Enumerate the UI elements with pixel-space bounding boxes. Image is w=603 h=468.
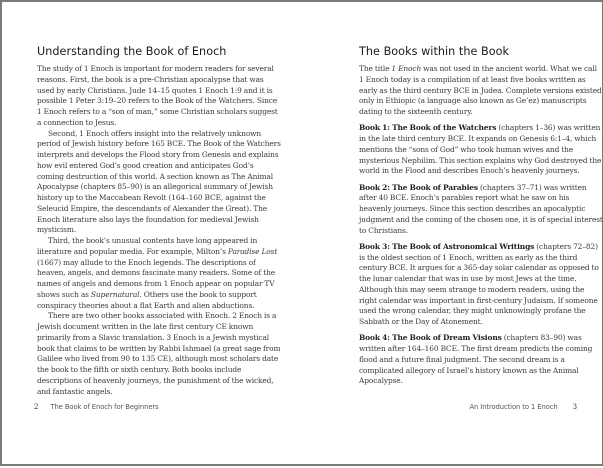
paragraph-1: The study of 1 Enoch is important for modern readers for several reasons. First, the book is a pre-Christian apocalypse that was used by early Christians. Jude 14–15 quotes 1 Enoch 1:9 and it is possible 1 Peter 3:19–20 refers to the Book of the Watchers. Since 1 Enoch refers to a “son of man,” some Christian scholars suggest a connection to Jesus. — [37, 64, 278, 127]
book-entry-2 — [359, 183, 603, 237]
book-1-text: (chapters 1–36) was written in the late third century BCE. It expands on Genesis 6:1–4, which mentions the “sons of God” who took human wives and the mysterious Nephilim. This section explains why God destroyed the world in the Flood and describes Enoch’s heavenly journeys. — [359, 123, 602, 176]
book-entry-4 — [359, 333, 603, 387]
book-3-title: Book 3: The Book of Astronomical Writings — [359, 241, 535, 251]
book-entry-3 — [359, 242, 603, 328]
book-4-text: (chapters 83–90) was written after 164–160 BCE. The first dream predicts the coming flood and a future final judgment. The second dream is a complicated allegory of Israel’s history known as the Animal Apocalypse. — [359, 333, 593, 386]
running-title-right: An Introduction to 1 Enoch — [469, 403, 558, 411]
left-page — [2, 2, 303, 468]
intro-text-b: was not used in the ancient world. What we call 1 Enoch today is a compilation of at least five books written as early as the third century BCE in Judea. Complete versions existed only in Ethiopic (a language also known as Ge’ez) manuscripts dating to the sixteenth century. — [359, 64, 602, 116]
left-page-footer — [34, 403, 159, 411]
paragraph-3-text-b: (1667) may allude to the Enoch legends. The descriptions of heaven, angels, and demons fascinate many readers. Some of the names of angels and demons from 1 Enoch appear on popular TV shows such as — [37, 257, 276, 299]
running-title-left: The Book of Enoch for Beginners — [50, 403, 159, 411]
italic-title-supernatural: Supernatural — [90, 289, 140, 299]
book-entry-1 — [359, 123, 603, 177]
left-page-column — [37, 44, 281, 397]
page-number-right: 3 — [572, 403, 577, 411]
intro-text-a: The title — [359, 64, 392, 73]
book-4-title: Book 4: The Book of Dream Visions — [359, 333, 502, 343]
paragraph-3 — [37, 236, 281, 311]
paragraph-4: There are two other books associated with Enoch. 2 Enoch is a Jewish document written in the late first century CE known primarily from a Slavic translation. 3 Enoch is a Jewish mystical book that claims to be written by Rabbi Ishmael (a great sage from Galilee who lived from 90 to 135 CE), although most scholars date the book to the fifth or sixth century. Both books include descriptions of heavenly journeys, the punishment of the wicked, and fantastic angels. — [37, 311, 281, 396]
italic-title-1-enoch: 1 Enoch — [391, 64, 422, 73]
book-1-title: Book 1: The Book of the Watchers — [359, 123, 497, 133]
right-page-column — [359, 44, 603, 387]
paragraph-3-text-c: . Others use the book to support conspiracy theories about a flat Earth and alien abductions. — [37, 289, 257, 310]
right-page-footer — [469, 403, 577, 411]
book-3-text: (chapters 72–82) is the oldest section of 1 Enoch, written as early as the third century BCE. It argues for a 365-day solar calendar as opposed to the lunar calendar that was in use by most Jews at the time. Although this may seem strange to modern readers, using the right calendar was important in first-century Judaism. If someone used the wrong calendar, they might unknowingly profane the Sabbath or the Day of Atonement. — [359, 241, 599, 326]
paragraph-2: Second, 1 Enoch offers insight into the relatively unknown period of Jewish history before 165 BCE. The Book of the Watchers interprets and develops the Flood story from Genesis and explains how evil entered God’s good creation and anticipates God’s coming destruction of this world. A section known as The Animal Apocalypse (chapters 85–90) is an allegorical summary of Jewish history up to the Maccabean Revolt (164–160 BCE, against the Seleucid Empire, the descendants of Alexander the Great). The Enoch literature also lays the foundation for medieval Jewish mysticism. — [37, 128, 281, 235]
intro-paragraph — [359, 64, 603, 118]
book-2-title: Book 2: The Book of Parables — [359, 182, 478, 192]
page-number-left: 2 — [34, 403, 39, 411]
section-heading-understanding: Understanding the Book of Enoch — [37, 45, 227, 58]
book-2-text: (chapters 37–71) was written after 40 BCE. Enoch’s parables report what he saw on his heavenly journeys. Since this section describes an apocalyptic judgment and the coming of the chosen one, it is of special interest to Christians. — [359, 182, 603, 235]
section-heading-books-within: The Books within the Book — [359, 45, 510, 58]
italic-title-paradise-lost: Paradise Lost — [227, 246, 278, 256]
paragraph-3-text-a: Third, the book’s unusual contents have long appeared in literature and popular media. For example, Milton’s — [37, 236, 258, 256]
right-page — [303, 2, 603, 468]
